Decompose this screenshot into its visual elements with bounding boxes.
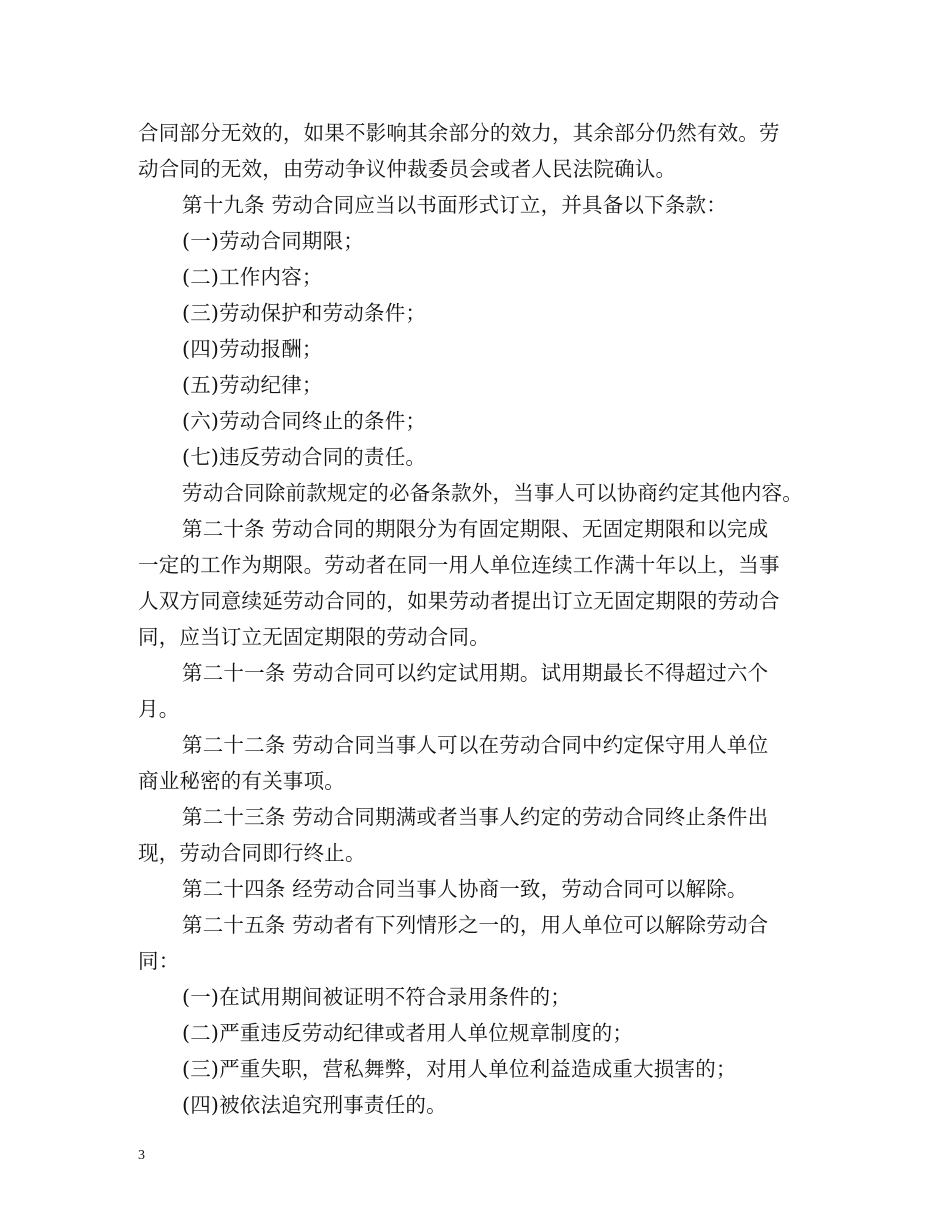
text-line: 第二十二条 劳动合同当事人可以在劳动合同中约定保守用人单位 <box>182 733 769 757</box>
page-number: 3 <box>138 1148 145 1163</box>
text-line: 现，劳动合同即行终止。 <box>138 841 366 865</box>
text-line: (四)劳动报酬； <box>182 337 323 361</box>
text-line: (六)劳动合同终止的条件； <box>182 409 427 433</box>
text-line: 商业秘密的有关事项。 <box>138 769 345 793</box>
text-line: (四)被依法追究刑事责任的。 <box>182 1093 447 1117</box>
text-line: (三)劳动保护和劳动条件； <box>182 301 427 325</box>
text-line: 人双方同意续延劳动合同的，如果劳动者提出订立无固定期限的劳动合 <box>138 589 780 613</box>
text-line: 月。 <box>138 697 180 721</box>
document-body <box>138 115 818 1123</box>
text-line: (二)工作内容； <box>182 265 323 289</box>
text-line: 第二十一条 劳动合同可以约定试用期。试用期最长不得超过六个 <box>182 661 769 685</box>
text-line: (二)严重违反劳动纪律或者用人单位规章制度的； <box>182 1021 634 1045</box>
text-line: 同： <box>138 949 180 973</box>
text-line: 第二十三条 劳动合同期满或者当事人约定的劳动合同终止条件出 <box>182 805 769 829</box>
text-line: 动合同的无效，由劳动争议仲裁委员会或者人民法院确认。 <box>138 157 677 181</box>
text-line: (一)劳动合同期限； <box>182 229 364 253</box>
text-line: 第十九条 劳动合同应当以书面形式订立，并具备以下条款： <box>182 193 727 217</box>
text-line: 第二十四条 经劳动合同当事人协商一致，劳动合同可以解除。 <box>182 877 748 901</box>
text-line: (三)严重失职，营私舞弊，对用人单位利益造成重大损害的； <box>182 1057 737 1081</box>
text-line: (五)劳动纪律； <box>182 373 323 397</box>
text-line: 同，应当订立无固定期限的劳动合同。 <box>138 625 490 649</box>
text-line: 劳动合同除前款规定的必备条款外，当事人可以协商约定其他内容。 <box>182 481 803 505</box>
text-line: (一)在试用期间被证明不符合录用条件的； <box>182 985 571 1009</box>
text-line: 第二十五条 劳动者有下列情形之一的，用人单位可以解除劳动合 <box>182 913 769 937</box>
text-line: 一定的工作为期限。劳动者在同一用人单位连续工作满十年以上，当事 <box>138 553 780 577</box>
text-line: 第二十条 劳动合同的期限分为有固定期限、无固定期限和以完成 <box>182 517 769 541</box>
text-line: 合同部分无效的，如果不影响其余部分的效力，其余部分仍然有效。劳 <box>138 121 780 145</box>
text-line: (七)违反劳动合同的责任。 <box>182 445 427 469</box>
